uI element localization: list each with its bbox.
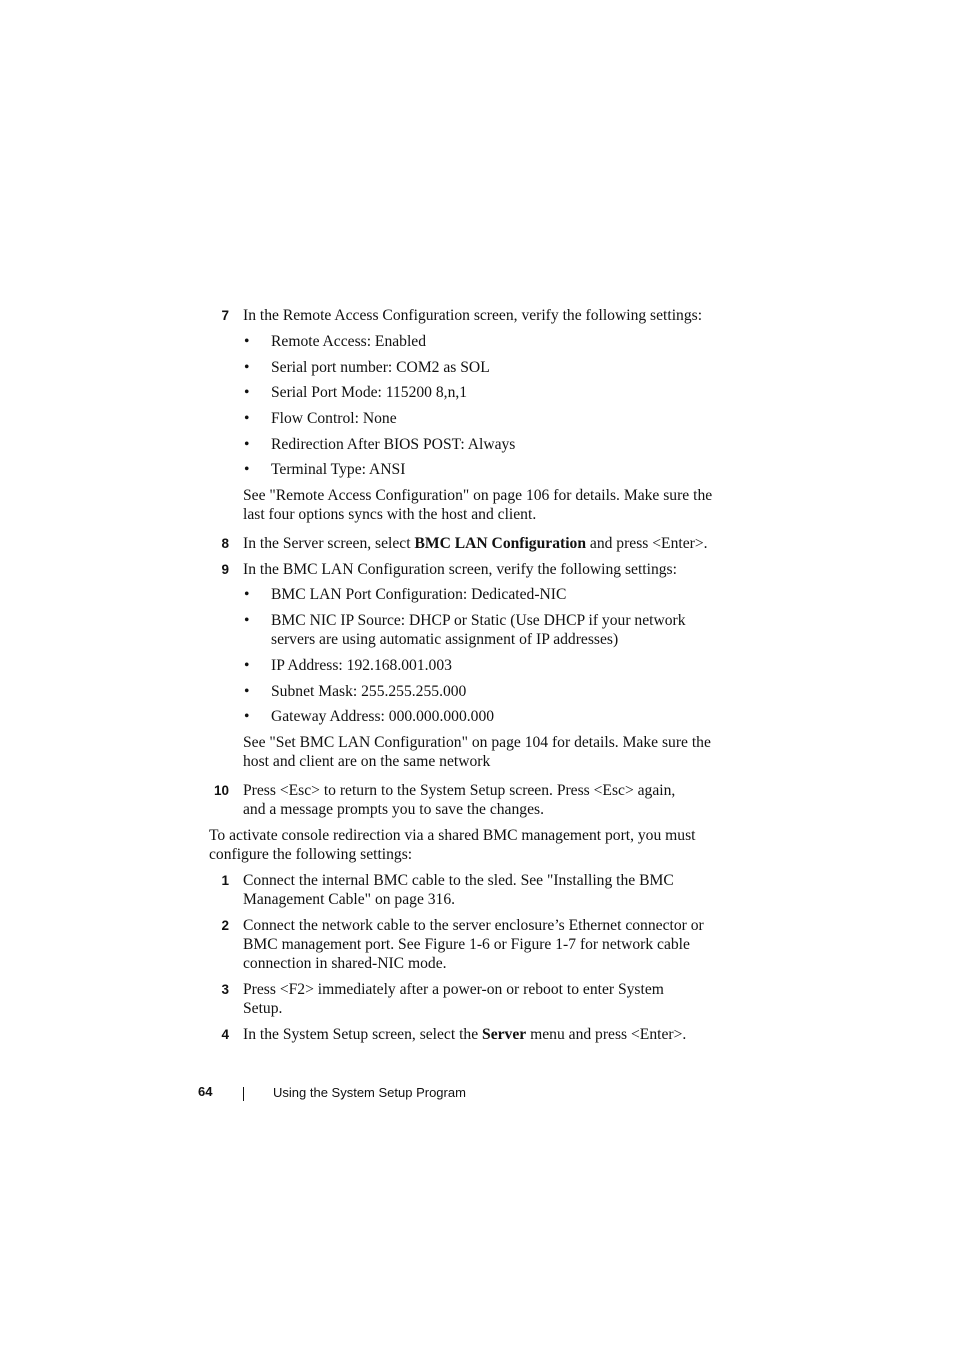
bullet-item: Subnet Mask: 255.255.255.000 bbox=[271, 683, 467, 700]
bullet-item: IP Address: 192.168.001.003 bbox=[271, 657, 452, 674]
bullet-mark: • bbox=[244, 461, 250, 478]
step-text-cont: and a message prompts you to save the changes. bbox=[243, 801, 544, 818]
bullet-mark: • bbox=[244, 612, 250, 629]
bullet-item: Redirection After BIOS POST: Always bbox=[271, 436, 516, 453]
step-number: 8 bbox=[221, 536, 229, 551]
bullet-mark: • bbox=[244, 436, 250, 453]
bullet-mark: • bbox=[244, 683, 250, 700]
step-number: 4 bbox=[221, 1027, 229, 1042]
bullet-item: Terminal Type: ANSI bbox=[271, 461, 406, 478]
bullet-mark: • bbox=[244, 708, 250, 725]
paragraph-cont: configure the following settings: bbox=[209, 846, 413, 863]
bullet-mark: • bbox=[244, 384, 250, 401]
step-text: Connect the network cable to the server enclosure’s Ethernet connector or bbox=[243, 917, 704, 934]
step-text: Press <Esc> to return to the System Setup screen. Press <Esc> again, bbox=[243, 782, 676, 799]
step-number: 3 bbox=[221, 982, 229, 997]
bullet-item: Serial port number: COM2 as SOL bbox=[271, 359, 490, 376]
bullet-mark: • bbox=[244, 657, 250, 674]
step-number: 9 bbox=[221, 562, 229, 577]
bullet-item: Flow Control: None bbox=[271, 410, 397, 427]
bullet-item: BMC NIC IP Source: DHCP or Static (Use DHCP if your network bbox=[271, 612, 686, 629]
note-text: last four options syncs with the host and client. bbox=[243, 506, 537, 523]
running-footer-title: Using the System Setup Program bbox=[273, 1085, 466, 1100]
note-text: See "Set BMC LAN Configuration" on page 104 for details. Make sure the bbox=[243, 734, 711, 751]
bullet-item: Gateway Address: 000.000.000.000 bbox=[271, 708, 495, 725]
step-number: 10 bbox=[213, 783, 229, 798]
step-text-cont: connection in shared-NIC mode. bbox=[243, 955, 447, 972]
bullet-item-cont: servers are using automatic assignment of IP addresses) bbox=[271, 631, 619, 648]
step-text-cont: Management Cable" on page 316. bbox=[243, 891, 456, 908]
bullet-mark: • bbox=[244, 333, 250, 350]
menu-name: BMC LAN Configuration bbox=[414, 535, 586, 552]
paragraph: To activate console redirection via a shared BMC management port, you must bbox=[209, 827, 696, 844]
step-number: 2 bbox=[221, 918, 229, 933]
step-text: In the Server screen, select BMC LAN Configuration and press <Enter>. bbox=[243, 535, 708, 552]
step-text: In the BMC LAN Configuration screen, verify the following settings: bbox=[243, 561, 677, 578]
step-text: Press <F2> immediately after a power-on or reboot to enter System bbox=[243, 981, 664, 998]
bullet-mark: • bbox=[244, 586, 250, 603]
step-text: Connect the internal BMC cable to the sled. See "Installing the BMC bbox=[243, 872, 674, 889]
step-text-cont: BMC management port. See Figure 1-6 or Figure 1-7 for network cable bbox=[243, 936, 690, 953]
bullet-item: BMC LAN Port Configuration: Dedicated-NIC bbox=[271, 586, 567, 603]
footer-divider bbox=[243, 1087, 244, 1101]
note-text: See "Remote Access Configuration" on page 106 for details. Make sure the bbox=[243, 487, 713, 504]
step-text: In the Remote Access Configuration screen, verify the following settings: bbox=[243, 307, 703, 324]
note-text: host and client are on the same network bbox=[243, 753, 491, 770]
bullet-mark: • bbox=[244, 410, 250, 427]
bullet-item: Remote Access: Enabled bbox=[271, 333, 427, 350]
step-text: In the System Setup screen, select the Server menu and press <Enter>. bbox=[243, 1026, 687, 1043]
menu-name: Server bbox=[482, 1026, 527, 1043]
step-number: 1 bbox=[221, 873, 229, 888]
page-number: 64 bbox=[198, 1084, 213, 1099]
bullet-item: Serial Port Mode: 115200 8,n,1 bbox=[271, 384, 468, 401]
bullet-mark: • bbox=[244, 359, 250, 376]
step-text-cont: Setup. bbox=[243, 1000, 283, 1017]
step-number: 7 bbox=[221, 308, 229, 323]
